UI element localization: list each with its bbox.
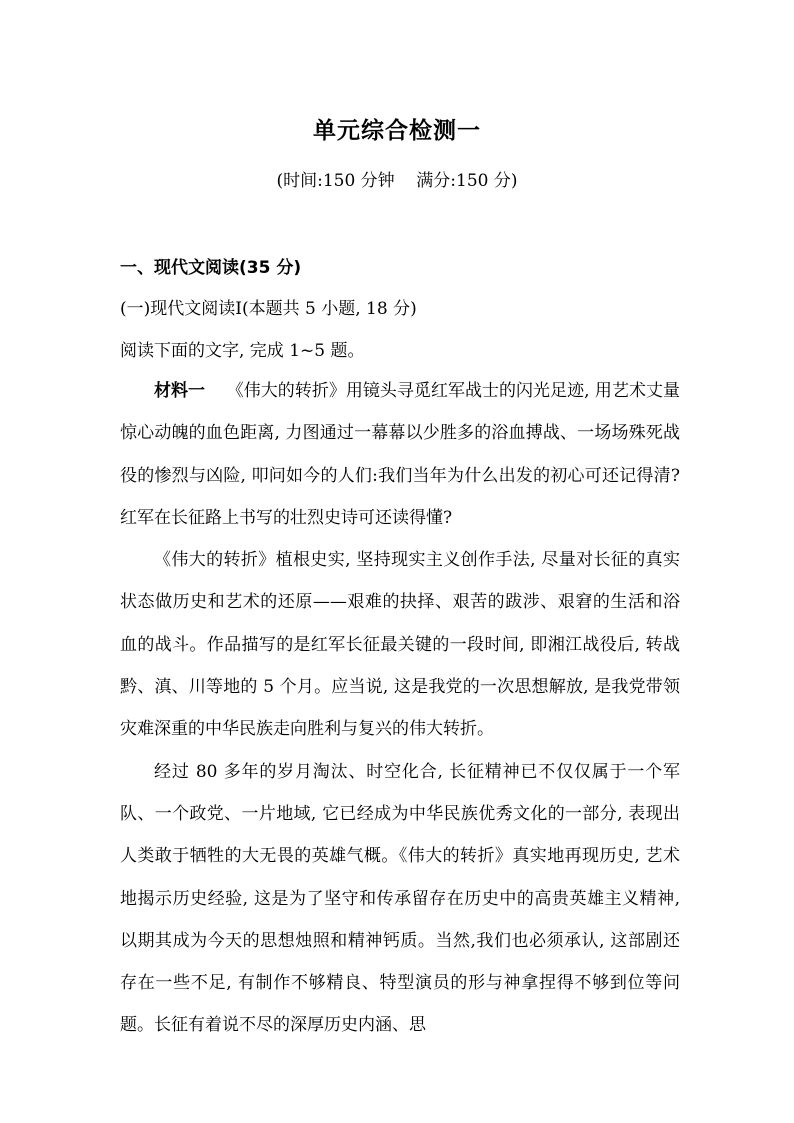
sub-section-heading: (一)现代文阅读Ⅰ(本题共 5 小题, 18 分) — [120, 299, 417, 319]
material-label: 材料一 — [154, 381, 206, 401]
document-title: 单元综合检测一 — [313, 118, 481, 144]
paragraph-text: 《伟大的转折》用镜头寻觅红军战士的闪光足迹, 用艺术丈量惊心动魄的血色距离, 力图通过一幕幕以少胜多的浴血搏战、一场场殊死战役的惨烈与凶险, 叩问如今的人们:我们当年为什么出发的初心可还记得清?红军在长征路上书写的壮烈史诗可还读得懂? — [120, 381, 680, 528]
reading-passage — [120, 370, 680, 1047]
reading-instruction: 阅读下面的文字, 完成 1~5 题。 — [120, 341, 365, 361]
exam-time-and-score: (时间:150 分钟 满分:150 分) — [276, 171, 518, 191]
paragraph-two: 《伟大的转折》植根史实, 坚持现实主义创作手法, 尽量对长征的真实状态做历史和艺术的还原——艰难的抉择、艰苦的跋涉、艰窘的生活和浴血的战斗。作品描写的是红军长征最关键的一段时间, 即湘江战役后, 转战黔、滇、川等地的 5 个月。应当说, 这是我党的一次思想解放, 是我党带领灾难深重的中华民族走向胜利与复兴的伟大转折。 — [120, 550, 680, 740]
section-heading: 一、现代文阅读(35 分) — [120, 258, 302, 278]
paragraph-material-one — [120, 370, 680, 539]
paragraph-three: 经过 80 多年的岁月淘汰、时空化合, 长征精神已不仅仅属于一个军队、一个政党、一片地域, 它已经成为中华民族优秀文化的一部分, 表现出人类敢于牺牲的大无畏的英雄气概。《伟大的转折》真实地再现历史, 艺术地揭示历史经验, 这是为了坚守和传承留存在历史中的高贵英雄主义精神, 以期其成为今天的思想烛照和精神钙质。当然,我们也必须承认, 这部剧还存在一些不足, 有制作不够精良、特型演员的形与神拿捏得不够到位等问题。长征有着说不尽的深厚历史内涵、思 — [120, 761, 680, 1036]
